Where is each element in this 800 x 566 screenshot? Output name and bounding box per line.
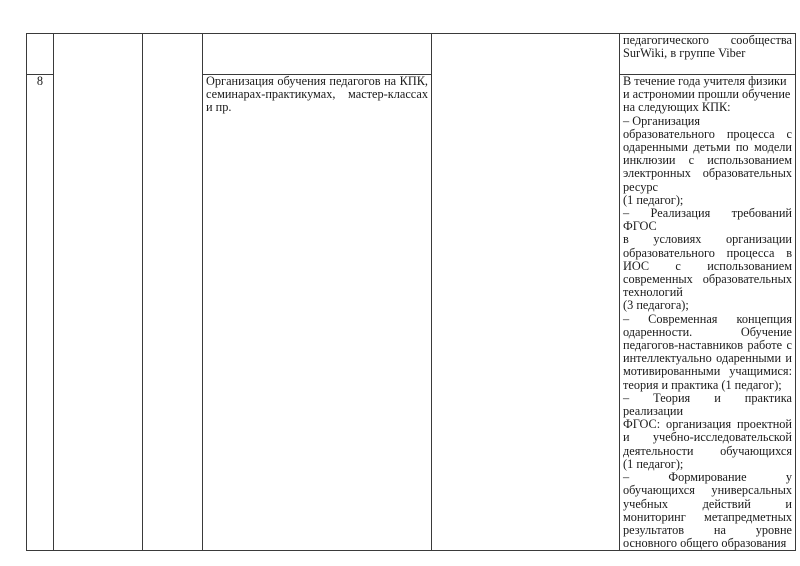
merged-cell-col3	[143, 34, 203, 551]
result-line: В течение года учителя физики	[623, 74, 787, 88]
result-line: одаренными детьми по модели	[623, 140, 792, 155]
result-line: ФГОС: организация проектной	[623, 417, 792, 432]
result-cell	[620, 34, 796, 75]
row-number-cell: 8	[27, 75, 54, 551]
activity-cell	[203, 75, 432, 551]
report-table	[26, 33, 796, 551]
result-line: и учебно-исследовательской	[623, 430, 792, 445]
result-line: технологий	[623, 285, 683, 300]
result-line: – Теория и практика реализации	[623, 390, 792, 419]
row-number-cell	[27, 34, 54, 75]
result-line: основного общего образования	[623, 536, 787, 551]
result-line: мониторинг метапредметных	[623, 509, 792, 524]
result-line: (1 педагог);	[623, 192, 684, 207]
result-line: учебных действий и	[623, 496, 792, 511]
result-line: обучающихся универсальных	[623, 483, 792, 498]
result-line: и астрономии прошли обучение	[623, 87, 791, 102]
result-line: электронных образовательных	[623, 166, 792, 181]
result-line: (3 педагога);	[623, 298, 689, 313]
result-line: инклюзии с использованием	[623, 153, 792, 168]
result-line: – Современная концепция	[623, 311, 792, 326]
result-line: деятельности обучающихся	[623, 443, 792, 458]
result-line: современных образовательных	[623, 272, 792, 287]
result-line: результатов на уровне	[623, 522, 792, 537]
activity-cell	[203, 34, 432, 75]
result-line: – Организация	[623, 113, 701, 128]
result-line: образовательного процесса с	[623, 126, 792, 141]
result-line: SurWiki, в группе Viber	[623, 46, 746, 61]
result-line: мотивированными учащимися:	[623, 364, 792, 379]
result-line: в условиях организации	[623, 232, 792, 247]
merged-cell-col5	[432, 34, 620, 551]
result-line: одаренности. Обучение	[623, 324, 792, 339]
result-line: педагогического сообщества	[623, 33, 792, 47]
result-line: – Формирование у	[623, 470, 792, 485]
result-line: интеллектуально одаренными и	[623, 351, 792, 366]
result-cell	[620, 75, 796, 551]
result-line: педагогов-наставников работе с	[623, 338, 792, 353]
result-line: на следующих КПК:	[623, 100, 731, 115]
activity-text: Организация обучения педагогов на КПК, семинарах-практикумах, мастер-классах и пр.	[206, 74, 428, 115]
result-line: теория и практика (1 педагог);	[623, 377, 782, 392]
result-line: образовательного процесса в	[623, 245, 792, 260]
table-row	[27, 34, 796, 75]
result-line: ресурс	[623, 179, 658, 194]
merged-cell-col2	[54, 34, 143, 551]
result-line: ИОС с использованием	[623, 258, 792, 273]
result-line: – Реализация требований ФГОС	[623, 206, 792, 234]
result-line: (1 педагог);	[623, 456, 684, 471]
